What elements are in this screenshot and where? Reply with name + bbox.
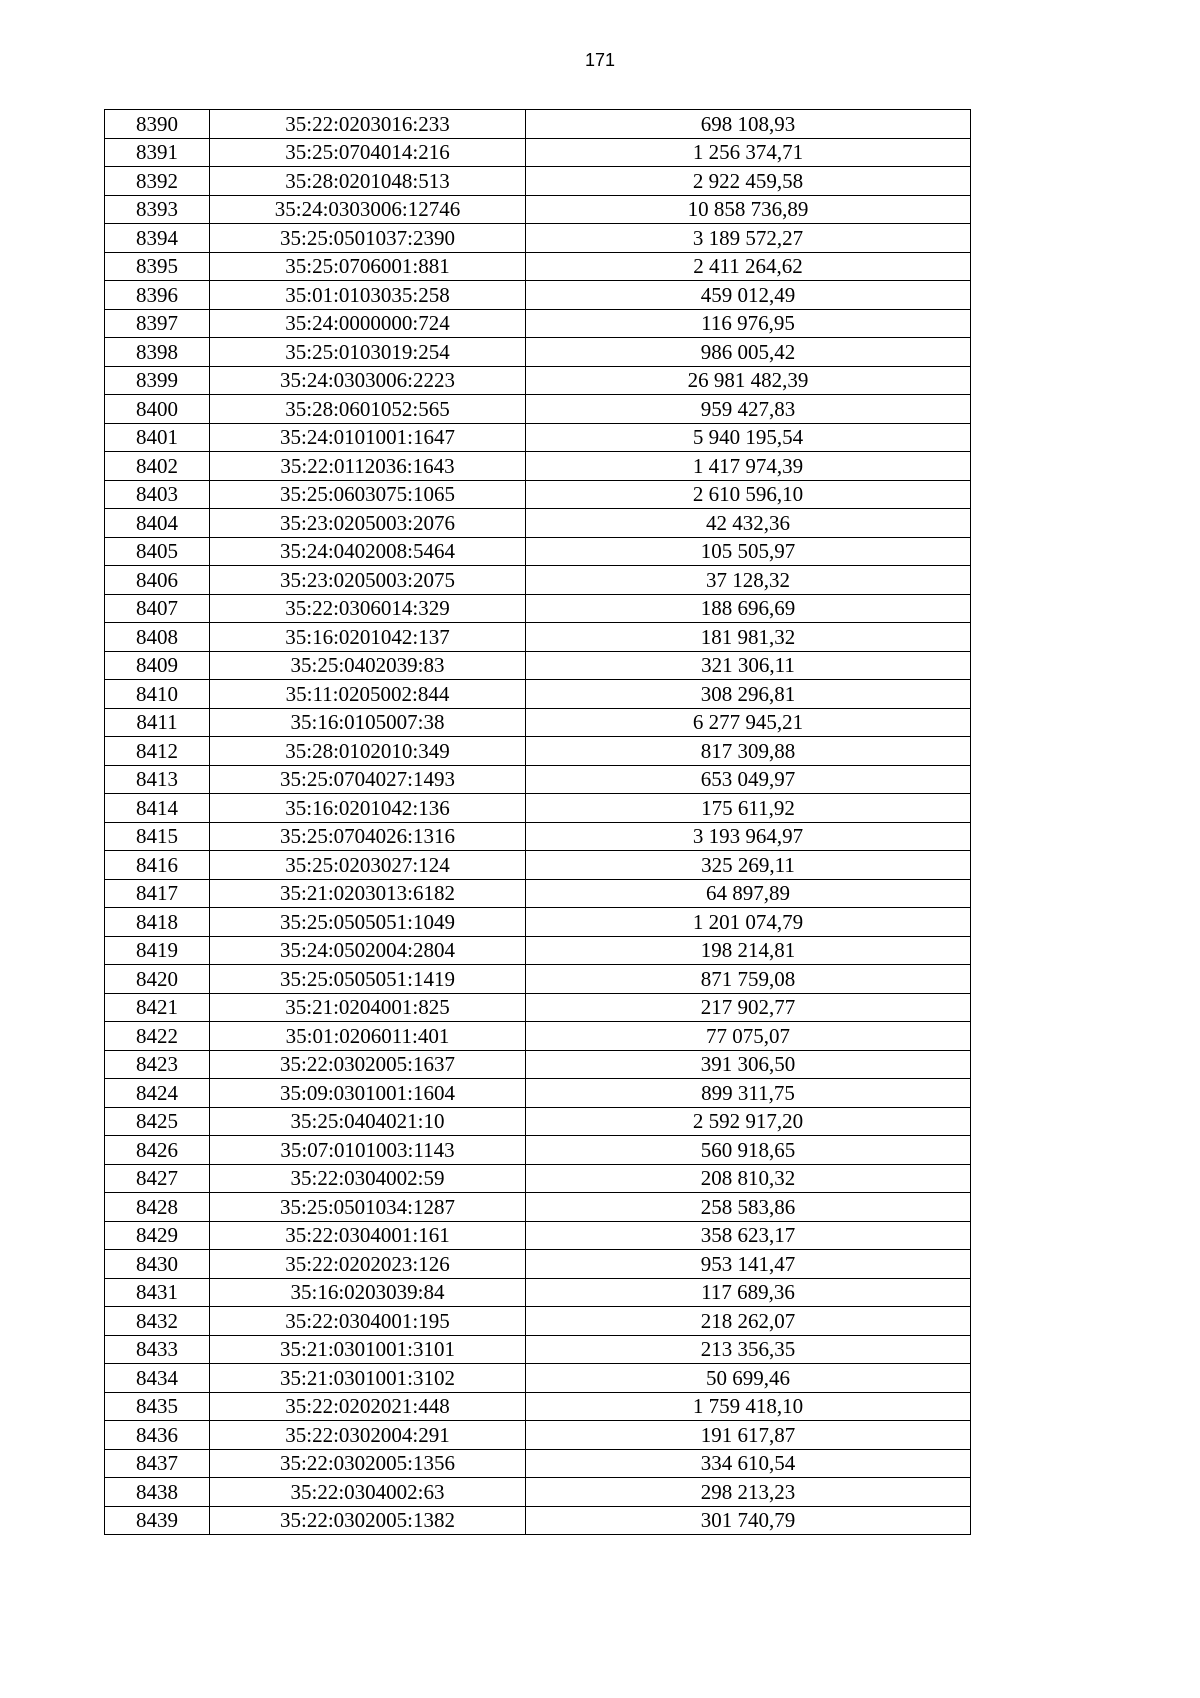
cadastral-number-cell: 35:25:0603075:1065 [210,480,526,509]
table-row [105,1506,971,1535]
cadastral-number-cell: 35:25:0203027:124 [210,851,526,880]
row-number-cell: 8392 [105,167,210,196]
cadastral-number-cell: 35:21:0301001:3102 [210,1364,526,1393]
table-row [105,1335,971,1364]
cadastral-number-cell: 35:24:0402008:5464 [210,537,526,566]
table-row [105,1421,971,1450]
row-number-cell: 8398 [105,338,210,367]
row-number-cell: 8421 [105,993,210,1022]
cadastral-number-cell: 35:21:0204001:825 [210,993,526,1022]
row-number-cell: 8426 [105,1136,210,1165]
cadastral-number-cell: 35:28:0601052:565 [210,395,526,424]
table-row [105,1136,971,1165]
table-row [105,167,971,196]
row-number-cell: 8420 [105,965,210,994]
row-number-cell: 8397 [105,309,210,338]
table-row [105,1307,971,1336]
value-cell: 175 611,92 [526,794,971,823]
table-row [105,1022,971,1051]
table-row [105,594,971,623]
table-row [105,480,971,509]
cadastral-number-cell: 35:24:0000000:724 [210,309,526,338]
row-number-cell: 8404 [105,509,210,538]
cadastral-number-cell: 35:09:0301001:1604 [210,1079,526,1108]
row-number-cell: 8402 [105,452,210,481]
table-row [105,1107,971,1136]
value-cell: 198 214,81 [526,936,971,965]
cadastral-number-cell: 35:22:0202021:448 [210,1392,526,1421]
row-number-cell: 8416 [105,851,210,880]
value-cell: 191 617,87 [526,1421,971,1450]
row-number-cell: 8390 [105,110,210,139]
row-number-cell: 8438 [105,1478,210,1507]
table-row [105,651,971,680]
cadastral-number-cell: 35:25:0704027:1493 [210,765,526,794]
value-cell: 871 759,08 [526,965,971,994]
cadastral-number-cell: 35:23:0205003:2076 [210,509,526,538]
cadastral-number-cell: 35:01:0103035:258 [210,281,526,310]
cadastral-number-cell: 35:22:0203016:233 [210,110,526,139]
table-row [105,1250,971,1279]
cadastral-number-cell: 35:25:0501037:2390 [210,224,526,253]
table-row [105,537,971,566]
value-cell: 3 189 572,27 [526,224,971,253]
row-number-cell: 8405 [105,537,210,566]
cadastral-number-cell: 35:22:0304001:161 [210,1221,526,1250]
value-cell: 959 427,83 [526,395,971,424]
row-number-cell: 8432 [105,1307,210,1336]
value-cell: 301 740,79 [526,1506,971,1535]
cadastral-number-cell: 35:22:0302005:1356 [210,1449,526,1478]
table-row [105,338,971,367]
registry-table [104,109,971,1535]
value-cell: 26 981 482,39 [526,366,971,395]
row-number-cell: 8406 [105,566,210,595]
table-row [105,281,971,310]
row-number-cell: 8395 [105,252,210,281]
cadastral-number-cell: 35:22:0302005:1382 [210,1506,526,1535]
value-cell: 1 201 074,79 [526,908,971,937]
cadastral-number-cell: 35:22:0304002:59 [210,1164,526,1193]
table-row [105,936,971,965]
cadastral-number-cell: 35:25:0704014:216 [210,138,526,167]
cadastral-number-cell: 35:22:0304001:195 [210,1307,526,1336]
cadastral-number-cell: 35:25:0704026:1316 [210,822,526,851]
cadastral-number-cell: 35:22:0306014:329 [210,594,526,623]
row-number-cell: 8418 [105,908,210,937]
value-cell: 42 432,36 [526,509,971,538]
cadastral-number-cell: 35:11:0205002:844 [210,680,526,709]
table-row [105,1278,971,1307]
table-row [105,623,971,652]
table-row [105,309,971,338]
row-number-cell: 8429 [105,1221,210,1250]
row-number-cell: 8403 [105,480,210,509]
table-row [105,708,971,737]
value-cell: 117 689,36 [526,1278,971,1307]
cadastral-number-cell: 35:07:0101003:1143 [210,1136,526,1165]
cadastral-number-cell: 35:22:0302004:291 [210,1421,526,1450]
value-cell: 358 623,17 [526,1221,971,1250]
value-cell: 217 902,77 [526,993,971,1022]
cadastral-number-cell: 35:24:0303006:2223 [210,366,526,395]
row-number-cell: 8411 [105,708,210,737]
table-row [105,366,971,395]
row-number-cell: 8413 [105,765,210,794]
table-row [105,195,971,224]
value-cell: 817 309,88 [526,737,971,766]
table-row [105,224,971,253]
value-cell: 986 005,42 [526,338,971,367]
registry-table-body [105,110,971,1535]
table-row [105,1364,971,1393]
table-row [105,1050,971,1079]
row-number-cell: 8419 [105,936,210,965]
cadastral-number-cell: 35:24:0101001:1647 [210,423,526,452]
row-number-cell: 8391 [105,138,210,167]
cadastral-number-cell: 35:25:0404021:10 [210,1107,526,1136]
row-number-cell: 8423 [105,1050,210,1079]
row-number-cell: 8431 [105,1278,210,1307]
value-cell: 77 075,07 [526,1022,971,1051]
table-row [105,908,971,937]
table-row [105,765,971,794]
table-row [105,1392,971,1421]
page-number: 171 [584,50,616,70]
value-cell: 321 306,11 [526,651,971,680]
value-cell: 258 583,86 [526,1193,971,1222]
table-row [105,851,971,880]
value-cell: 50 699,46 [526,1364,971,1393]
value-cell: 1 256 374,71 [526,138,971,167]
value-cell: 105 505,97 [526,537,971,566]
value-cell: 1 759 418,10 [526,1392,971,1421]
table-row [105,680,971,709]
cadastral-number-cell: 35:22:0202023:126 [210,1250,526,1279]
table-row [105,1193,971,1222]
table-row [105,1079,971,1108]
table-row [105,822,971,851]
table-row [105,879,971,908]
table-row [105,252,971,281]
row-number-cell: 8394 [105,224,210,253]
value-cell: 10 858 736,89 [526,195,971,224]
table-row [105,794,971,823]
cadastral-number-cell: 35:22:0302005:1637 [210,1050,526,1079]
row-number-cell: 8415 [105,822,210,851]
table-row [105,138,971,167]
row-number-cell: 8401 [105,423,210,452]
row-number-cell: 8417 [105,879,210,908]
cadastral-number-cell: 35:25:0505051:1419 [210,965,526,994]
value-cell: 308 296,81 [526,680,971,709]
row-number-cell: 8428 [105,1193,210,1222]
row-number-cell: 8396 [105,281,210,310]
table-row [105,1478,971,1507]
table-row [105,737,971,766]
row-number-cell: 8410 [105,680,210,709]
row-number-cell: 8399 [105,366,210,395]
value-cell: 698 108,93 [526,110,971,139]
cadastral-number-cell: 35:25:0505051:1049 [210,908,526,937]
value-cell: 899 311,75 [526,1079,971,1108]
value-cell: 3 193 964,97 [526,822,971,851]
value-cell: 2 592 917,20 [526,1107,971,1136]
row-number-cell: 8409 [105,651,210,680]
row-number-cell: 8412 [105,737,210,766]
row-number-cell: 8424 [105,1079,210,1108]
value-cell: 116 976,95 [526,309,971,338]
value-cell: 1 417 974,39 [526,452,971,481]
value-cell: 391 306,50 [526,1050,971,1079]
row-number-cell: 8407 [105,594,210,623]
cadastral-number-cell: 35:16:0105007:38 [210,708,526,737]
cadastral-number-cell: 35:21:0301001:3101 [210,1335,526,1364]
value-cell: 208 810,32 [526,1164,971,1193]
value-cell: 37 128,32 [526,566,971,595]
value-cell: 2 610 596,10 [526,480,971,509]
table-row [105,509,971,538]
row-number-cell: 8435 [105,1392,210,1421]
row-number-cell: 8434 [105,1364,210,1393]
value-cell: 2 922 459,58 [526,167,971,196]
value-cell: 459 012,49 [526,281,971,310]
row-number-cell: 8422 [105,1022,210,1051]
cadastral-number-cell: 35:25:0501034:1287 [210,1193,526,1222]
cadastral-number-cell: 35:25:0706001:881 [210,252,526,281]
value-cell: 298 213,23 [526,1478,971,1507]
value-cell: 2 411 264,62 [526,252,971,281]
cadastral-number-cell: 35:25:0103019:254 [210,338,526,367]
value-cell: 6 277 945,21 [526,708,971,737]
row-number-cell: 8430 [105,1250,210,1279]
row-number-cell: 8400 [105,395,210,424]
row-number-cell: 8437 [105,1449,210,1478]
table-row [105,1221,971,1250]
cadastral-number-cell: 35:16:0201042:137 [210,623,526,652]
table-row [105,1164,971,1193]
table-row [105,423,971,452]
value-cell: 953 141,47 [526,1250,971,1279]
table-row [105,566,971,595]
value-cell: 218 262,07 [526,1307,971,1336]
cadastral-number-cell: 35:23:0205003:2075 [210,566,526,595]
table-row [105,395,971,424]
table-row [105,452,971,481]
value-cell: 653 049,97 [526,765,971,794]
cadastral-number-cell: 35:21:0203013:6182 [210,879,526,908]
table-row [105,965,971,994]
table-row [105,110,971,139]
value-cell: 181 981,32 [526,623,971,652]
row-number-cell: 8393 [105,195,210,224]
cadastral-number-cell: 35:24:0303006:12746 [210,195,526,224]
row-number-cell: 8433 [105,1335,210,1364]
cadastral-number-cell: 35:16:0203039:84 [210,1278,526,1307]
table-row [105,993,971,1022]
cadastral-number-cell: 35:24:0502004:2804 [210,936,526,965]
cadastral-number-cell: 35:25:0402039:83 [210,651,526,680]
value-cell: 5 940 195,54 [526,423,971,452]
table-row [105,1449,971,1478]
row-number-cell: 8425 [105,1107,210,1136]
value-cell: 560 918,65 [526,1136,971,1165]
value-cell: 325 269,11 [526,851,971,880]
row-number-cell: 8427 [105,1164,210,1193]
row-number-cell: 8439 [105,1506,210,1535]
row-number-cell: 8414 [105,794,210,823]
value-cell: 64 897,89 [526,879,971,908]
cadastral-number-cell: 35:16:0201042:136 [210,794,526,823]
cadastral-number-cell: 35:28:0102010:349 [210,737,526,766]
row-number-cell: 8436 [105,1421,210,1450]
cadastral-number-cell: 35:01:0206011:401 [210,1022,526,1051]
value-cell: 188 696,69 [526,594,971,623]
cadastral-number-cell: 35:22:0112036:1643 [210,452,526,481]
value-cell: 213 356,35 [526,1335,971,1364]
row-number-cell: 8408 [105,623,210,652]
cadastral-number-cell: 35:22:0304002:63 [210,1478,526,1507]
cadastral-number-cell: 35:28:0201048:513 [210,167,526,196]
value-cell: 334 610,54 [526,1449,971,1478]
